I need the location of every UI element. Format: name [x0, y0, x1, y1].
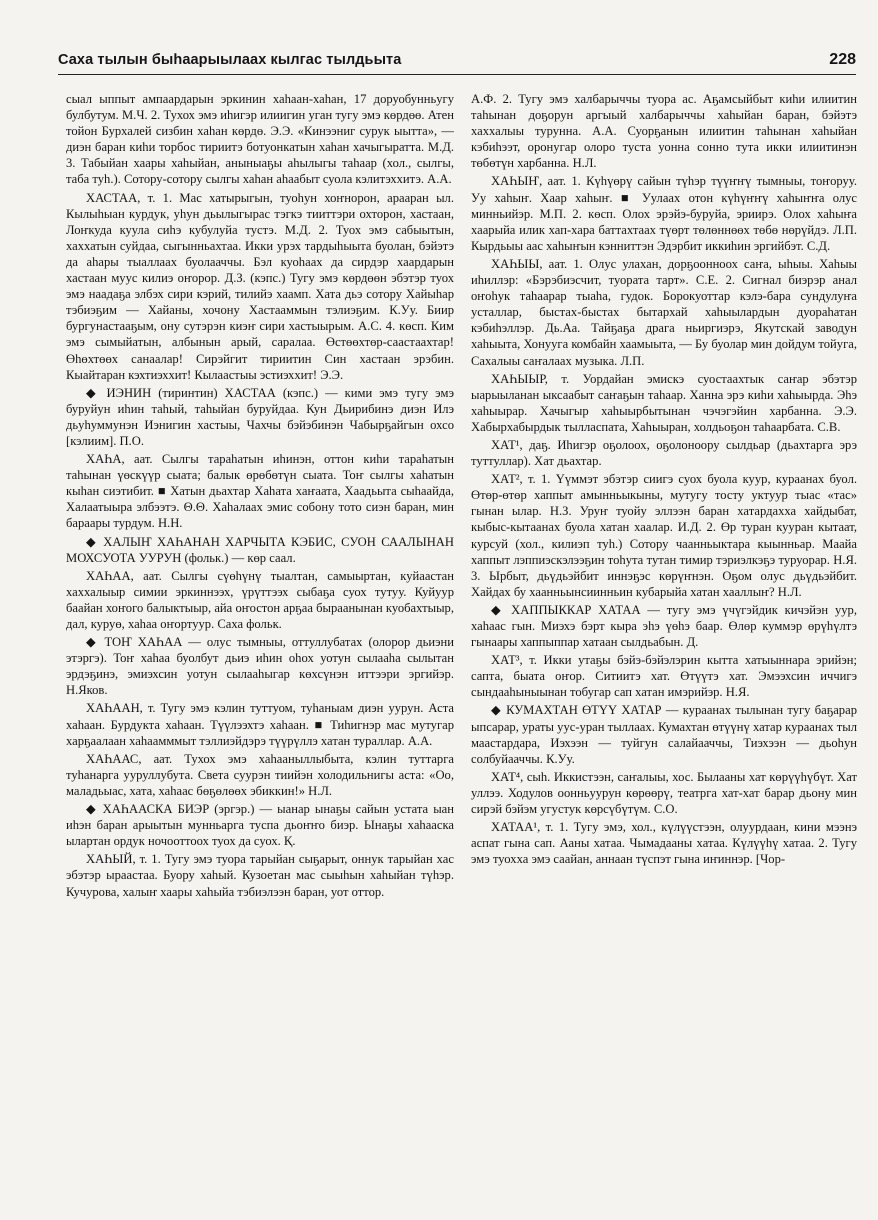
entry-khahaaska-bier: ◆ ХАҺААСКА БИЭР (эргэр.) — ыанар ынаҕы сайын устата ыан иһэн баран арыытын мунньарга туспа дьоҥҥо биэр. Ынаҕы хаһааска ылартан ордук ночооттоох туох да суох. Қ. — [66, 802, 454, 849]
entry-khat-1: ХАТ¹, даҕ. Иһигэр оҕолоох, оҕолоноору сылдьар (дьахтарга эрэ туттуллар). Хат дьахтар. — [471, 437, 857, 469]
entry-hastaa: ХАСТАА, т. 1. Мас хатырыгын, туоһун хоҥнорон, арааран ыл. Кылыһыан курдук, уһун дьылыгырас тэгкэ тииттэри охторон, хастаан, Лоҥкуда куула сиһэ кубулуйа тустэ. М.Д. 2. Туох эмэ сабыытын, хаххатын суйдаа, сыгынньахтаа. Икки урэх тардыһыыта буолан, бэйэтэ да аһары тыаллаах буолааччы. Бэл куоһаах да сирдэр хаардарын хастаан муус килиэ оҥорор. Д.З. (кэпс.) Тугу эмэ көрдөөн эбэтэр туох эмэ наадаҕа элбэх сири кэрий, тилийэ хаамп. Хата дьэ сотору Хайыһар тэбиэҕим — Хайаны, хочону Хастааммын тэлиэҕим. К.Уу. Биир бургунастааҕым, ону сутэрэн киэҥ сири хастыырым. А.С. 4. көсп. Ким эмэ сымыйатын, албынын арый, саралаа. Өстөөхтөр-саастаахтар! Өһөхтөөх санаалар! Сирэйгит тириитин Син хастаан эрэбин. Кыайтаран кэхтиэххит! Кылаастыы эстиэххит! Э.Э. — [66, 190, 454, 382]
entry-khalyng-khahanan: ◆ ХАЛЫҤ ХАҺАНАН ХАРЧЫТА КЭБИС, СУОН СААЛЫНАН МОХСУОТА УУРУН (фольк.) — көр саал. — [66, 534, 454, 565]
header-rule — [58, 74, 856, 75]
page-number: 228 — [829, 51, 856, 68]
entry-tong-khahaa: ◆ ТОҤ ХАҺАА — олус тымныы, оттуллубатах (олорор дьиэни этэргэ). Тоҥ хаһаа буолбут дьиэ иһин оһох уотун сылааһа сылытан эрдэҕинэ, эмиэхсин уотун сылааһыгар көхсүнэн иттээри эргийэр. Н.Яков. — [66, 635, 454, 698]
entry-khahyy: ХАҺЫЫ, аат. 1. Олус улахан, дорҕоонноох саҥа, ыһыы. Хаһыы иһиллэр: «Бэрэбиэсчит, туората тарт». С.Е. 2. Сигнал биэрэр анал оҥоһук таһаарар тыаһа, гудок. Борокуоттар кэлэ-бара сундулуҥа усталлар, быстах-быстах бытархай хаһыылардын дуораһатан кэбиһэллэр. Дь.Аа. Тайҕаҕа драга ньиргиэрэ, Якутскай заводун хаһыыта, Хонууга комбайн хаамыыта, — Бу буолар мин дойдум тойуга, Сахалыы саҥалаах музыка. Л.П. — [471, 256, 857, 368]
right-column — [471, 91, 857, 869]
entry-ienin-hastaa: ◆ ИЭНИН (тиринтин) ХАСТАА (кэпс.) — кими эмэ тугу эмэ буруйун иһин таһый, таһыйан буруйдаа. Кун Дьирибинэ диэн Илэ дьуһуммунэн Иэнигин хастыы, Чахчы бэйэбинэн Чабырҕайгын охсо [кэлиим]. П.О. — [66, 385, 454, 448]
entry-khahyyr: ХАҺЫЫР, т. Уордайан эмискэ суостаахтык саҥар эбэтэр ыарыыланан ыксаабыт саҥаҕын таһаар. Ханна эрэ киһи хаһыырда. Эһэ хаһыырар. Хачыгыр хаһыырбытынан чэчэгэйин харбанна. Э.Э. Хабырхабырдык тылласпата, Хаһыыран, холдьоҕон таһаарбата. С.В. — [471, 371, 857, 434]
entry-kumakhtan-otuu-khatar: ◆ КУМАХТАН ӨТҮҮ ХАТАР — кураанах тылынан тугу баҕарар ыпсарар, ураты уус-уран тыллаах. Кумахтан өтүүнү хатар кураанах тыл маастардара, Иэхээн — туйгун салайааччы, Тиэхээн — дьоһун солбуйааччы. К.Уу. — [471, 703, 857, 766]
running-header — [58, 52, 858, 74]
entry-khahaa: ХАҺАА, аат. Сылгы сүөһүнү тыалтан, самыыртан, куйаастан хаххалыыр симии эркиннээх, үрүттээх сыбаҕа суох тутуу. Куйуур баайан хоҥого балыктыыр, айа оҥостон арҕаа быраанынан куобахтыыр, дал, куруө, хаһаа оҥортуур. Саха фольк. — [66, 568, 454, 631]
header-title: Саха тылын быһаарыылаах кылгас тылдьыта — [58, 52, 402, 68]
entry-khat-3: ХАТ³, т. Икки утаҕы бэйэ-бэйэлэрин кытта хатыыннара эрийэн; сапта, быата оҥор. Ситиитэ хат. Өтүүтэ хат. Эмээхсин иччигэ сындааһыныынан тобугар сап хатан имэрийэр. Н.Я. — [471, 653, 857, 700]
entry-khataa-1: ХАТАА¹, т. 1. Тугу эмэ, хол., күлүүстээн, олуурдаан, кини мээнэ аспат гына сап. Ааны хатаа. Чымадааны хатаа. Күлүүһү хатаа. 2. Тугу эмэ туохха эмэ саайан, аннаан түспэт гына иҥиннэр. [Чор- — [471, 820, 857, 867]
left-column — [66, 91, 454, 902]
entry-khat-4: ХАТ⁴, сыһ. Иккистээн, саҥалыы, хос. Былааны хат көрүүһүбүт. Хат уллээ. Ходулов оонньуурун көрөөрү, театрга хат-хат барар дьону мин сирэй бэйэм угустук көрсүбүтүм. С.О. — [471, 769, 857, 817]
entry-khahyi: ХАҺЫЙ, т. 1. Тугу эмэ туора тарыйан сыҕарыт, оннук тарыйан хас эбэтэр ыраастаа. Буору хаһый. Кузоетан мас сыыһын хаһыйан түһэр. Кучурова, халыҥ хаары хаһыйа тэбиэлээн баран, уот оттор. — [66, 852, 454, 899]
entry-continuation: сыал ыппыт ампаардарын эркинин хаһаан-хаһан, 17 доруобунньугу булбутум. М.Ч. 2. Тухох эмэ иһигэр илиигин уган тугу эмэ көрдөө. Атен тойон Бурхалей сизбин хаһан көрдө. Э.Э. «Кинээниг сурук ыытта», — диэн баран киһи торбос тириитэ ботуонкатын хаһан хачыгыратта. М.Д. 3. Табыйан хаары хаһыйан, аныныаҕы аһылыгы таһаар (хол., сылгы, таба туһ.). Сотору-сотору сылгы хаһан аһаабыт суола кэлитэххитэ. А.А. — [66, 92, 454, 187]
entry-khahyng: ХАҺЫҤ, аат. 1. Күһүөрү сайын түһэр түүҥҥү тымныы, тоҥоруу. Уу хаһыҥ. Хаар хаһыҥ. ■ Уулаах отон күһүҥҥү хаһыҥҥа олус минньийэр. М.П. 2. көсп. Олох эрэйэ-буруйа, эриирэ. Олох хаһыҥа хаарыйа илик хап-хара баттахтаах түөрт төлөннөөх төбө нөрүйдэ. Л.П. Кырдьыы аас хаһыҥын кэнниттэн Эдэрбит иккиһин эргийбэт. С.Д. — [471, 174, 857, 253]
entry-khaha: ХАҺА, аат. Сылгы тараһатын иһинэн, оттон киһи тараһатын таһынан үөскүүр сыата; балык өрөбөтүн сыата. Тоҥ сылгы хаһатын кыһан сиэтибит. ■ Хатын дьахтар Хаһата хаҥаата, Хаадьыта сыһаайда, Халаатыыра элбээтэ. Θ.Θ. Хаһалаах эмис собону тото сиэн баран, мин бараары турдум. Н.Н. — [66, 452, 454, 531]
entry-khahaan: ХАҺААН, т. Тугу эмэ кэлин туттуом, туһаныам диэн уурун. Аста хаһаан. Бурдукта хаһаан. Түүлээхтэ хаһаан. ■ Тиһигнэр мас мутугар харҕаалаан хаһаамммыт тэллиэйдэрэ түүрүллэ хатан тураллар. А.А. — [66, 701, 454, 748]
entry-khahyi-cont: А.Ф. 2. Тугу эмэ халбарыччы туора ас. Аҕамсыйбыт киһи илиитин таһынан доҕорун аргыый халбарыччы хаһыйан баран, бэйэтэ хаххалыы турунна. А.А. Суорҕанын илиитин таһынан хаһыйан кэбиһээт, оронугар олоро туста уонна сонно тута икки илиитинэн төбөтүн харбанна. Н.Л. — [471, 92, 857, 171]
entry-khappykkar-khataa: ◆ ХАППЫККАР ХАТАА — тугу эмэ үчүгэйдик кичэйэн уур, хаһаас гын. Миэхэ бэрт кыра эһэ үөһэ баар. Өлөр куммэр өрүһүлтэ гынаары хаппыппар хатаан сылдьабын. Д. — [471, 602, 857, 650]
entry-khahaas: ХАҺААС, аат. Тухох эмэ хаһааныллыбыта, кэлин туттарга туһанарга ууруллубута. Света суурэн тиийэн холодильнигы аста: «Оо, маладьыас, хата, хаһаас бөҕөлөөх эбиккин!» Н.Л. — [66, 751, 454, 798]
entry-khat-2: ХАТ², т. 1. Үүммэт эбэтэр сиигэ суох буола куур, кураанах буол. Өтөр-өтөр хаппыт амынньыкыны, мутугу тосту уктуур тыас «тас» гынан ылар. Н.З. Уруҥ туойу эллээн баран хатардахха хайдыбат, кыбыс-кытаанах буола хатан хаалар. И.Д. 2. Өр туран кууран кытаат, курсуй (хол., килиэп туһ.) Сотору чаанньыктара кыынньар. Маайа хаппыт лэппиэскэлээҕин тоһута тутан тимир тэриэлкэҕэ туруорар. Н.Я. 3. Ырбыт, дьүдьэйбит иннэҕэс көрүҥнэн. Оҕом олус дьүдьэйбит. Хайдах бу хаанньынсиинньин кубарыйа хатан хааллыҥ? Н.Л. — [471, 472, 857, 599]
